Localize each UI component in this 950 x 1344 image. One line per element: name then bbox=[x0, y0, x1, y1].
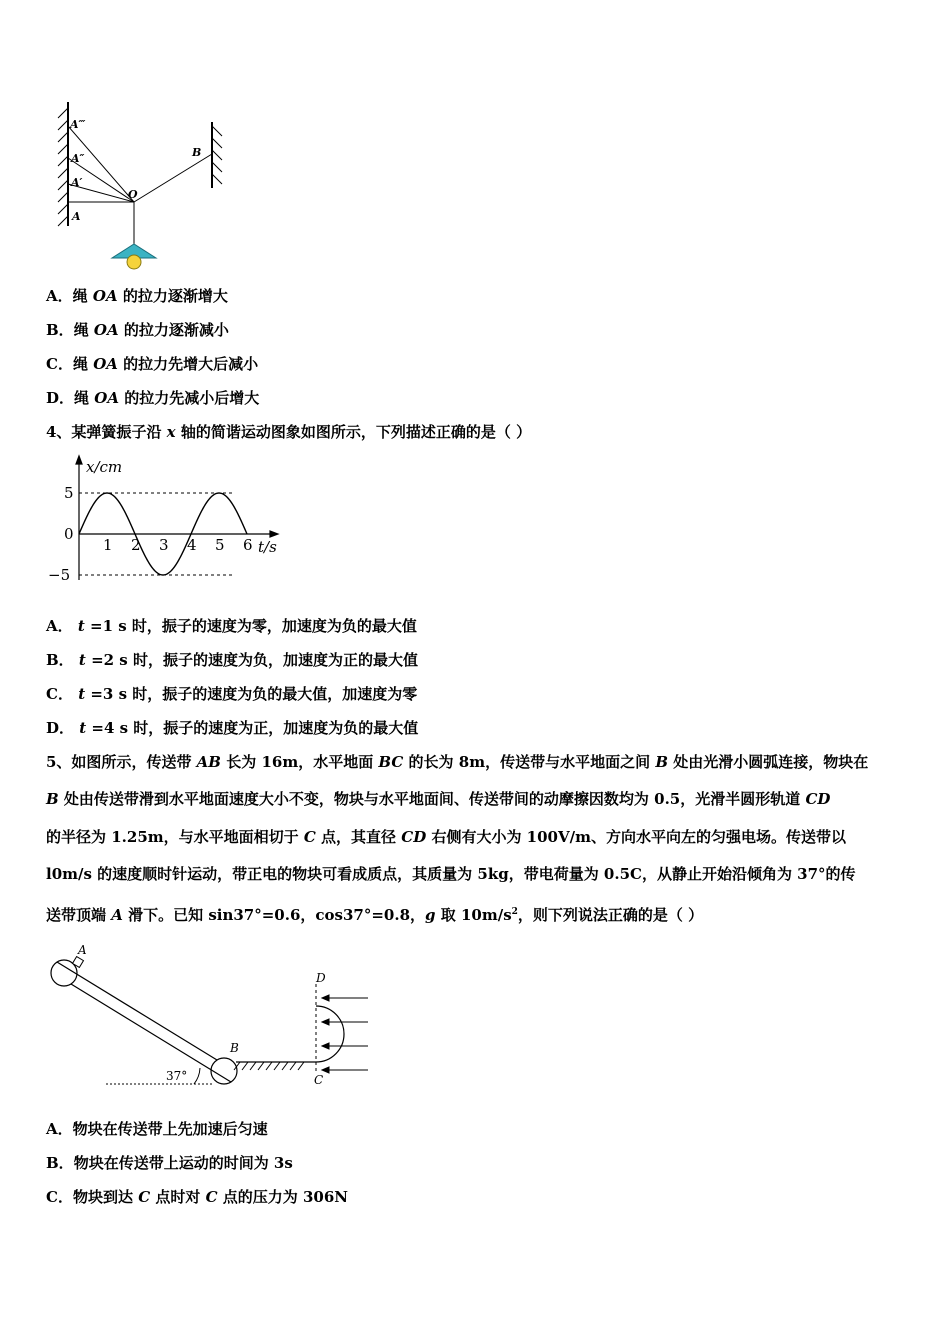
q4-option-b[interactable]: B． t =2 s 时，振子的速度为负，加速度为正的最大值 bbox=[46, 651, 418, 669]
q5-option-a[interactable]: A．物块在传送带上先加速后匀速 bbox=[46, 1120, 268, 1138]
x-tick-label: 1 bbox=[103, 536, 113, 554]
conveyor-belt bbox=[51, 960, 237, 1084]
q4-option-a[interactable]: A． t =1 s 时，振子的速度为零，加速度为负的最大值 bbox=[46, 617, 417, 635]
q4-option-d[interactable]: D． t =4 s 时，振子的速度为正，加速度为负的最大值 bbox=[46, 719, 419, 737]
q4-shm-chart bbox=[46, 452, 296, 587]
label-a: A bbox=[78, 943, 87, 957]
label-d: D bbox=[316, 971, 326, 985]
q3-option-c[interactable]: C．绳 OA 的拉力先增大后减小 bbox=[46, 355, 259, 373]
right-wall bbox=[212, 122, 222, 188]
label-b: B bbox=[192, 146, 202, 159]
y-tick-label: 0 bbox=[64, 525, 74, 543]
y-tick-label: 5 bbox=[64, 484, 74, 502]
q3-option-a[interactable]: A．绳 OA 的拉力逐渐增大 bbox=[46, 287, 228, 305]
x-tick-label: 4 bbox=[187, 536, 197, 554]
x-tick-label: 5 bbox=[215, 536, 225, 554]
label-a2: A″ bbox=[71, 152, 85, 165]
q5-stem-line-5: 送带顶端 A 滑下。已知 sin37°=0.6，cos37°=0.8，g 取 $10m/s^2$，则下列说法正确的是（ ） bbox=[46, 906, 704, 924]
q5-option-c[interactable]: C．物块到达 C 点时对 C 点的压力为 306N bbox=[46, 1188, 349, 1206]
q5-stem-line-2: B 处由传送带滑到水平地面速度大小不变，物块与水平地面间、传送带间的动摩擦因数均为 0.5，光滑半圆形轨道 CD bbox=[46, 790, 831, 808]
ropes bbox=[68, 126, 212, 246]
left-wall bbox=[58, 102, 68, 226]
q3-rope-figure bbox=[44, 98, 244, 278]
q5-stem-line-1: 5、如图所示，传送带 AB 长为 16m，水平地面 BC 的长为 8m，传送带与水平地面之间 B 处由光滑小圆弧连接，物块在 bbox=[46, 753, 869, 771]
q5-option-b[interactable]: B．物块在传送带上运动的时间为 3s bbox=[46, 1154, 293, 1172]
label-angle: 37° bbox=[166, 1069, 188, 1083]
label-a3: A‴ bbox=[70, 118, 86, 131]
q5-stem-line-3: 的半径为 1.25m，与水平地面相切于 C 点，其直径 CD 右侧有大小为 100V/m、方向水平向左的匀强电场。传送带以 bbox=[46, 828, 846, 846]
x-tick-label: 3 bbox=[159, 536, 169, 554]
q3-option-d[interactable]: D．绳 OA 的拉力先减小后增大 bbox=[46, 389, 260, 407]
q4-option-c[interactable]: C． t =3 s 时，振子的速度为负的最大值，加速度为零 bbox=[46, 685, 418, 703]
y-tick-label: −5 bbox=[48, 566, 71, 584]
label-o: O bbox=[128, 188, 138, 201]
q3-option-b[interactable]: B．绳 OA 的拉力逐渐减小 bbox=[46, 321, 229, 339]
label-b: B bbox=[230, 1041, 239, 1055]
q4-stem: 4、某弹簧振子沿 x 轴的简谐运动图象如图所示，下列描述正确的是（ ） bbox=[46, 423, 532, 441]
semicircular-track bbox=[316, 1006, 344, 1062]
x-axis-label: t/s bbox=[258, 538, 277, 556]
ground-bc bbox=[234, 1062, 316, 1070]
y-axis-label: x/cm bbox=[86, 458, 123, 476]
label-a: A bbox=[72, 210, 81, 223]
x-tick-label: 2 bbox=[131, 536, 141, 554]
x-tick-label: 6 bbox=[243, 536, 253, 554]
lamp bbox=[112, 244, 156, 269]
label-c: C bbox=[314, 1073, 324, 1087]
angle-arc bbox=[194, 1068, 200, 1084]
q5-conveyor-figure bbox=[44, 940, 384, 1092]
q5-stem-line-4: l0m/s 的速度顺时针运动，带正电的物块可看成质点，其质量为 5kg，带电荷量为 0.5C，从静止开始沿倾角为 37°的传 bbox=[46, 865, 856, 883]
electric-field-arrows bbox=[322, 995, 368, 1073]
label-a1: A′ bbox=[71, 176, 83, 189]
